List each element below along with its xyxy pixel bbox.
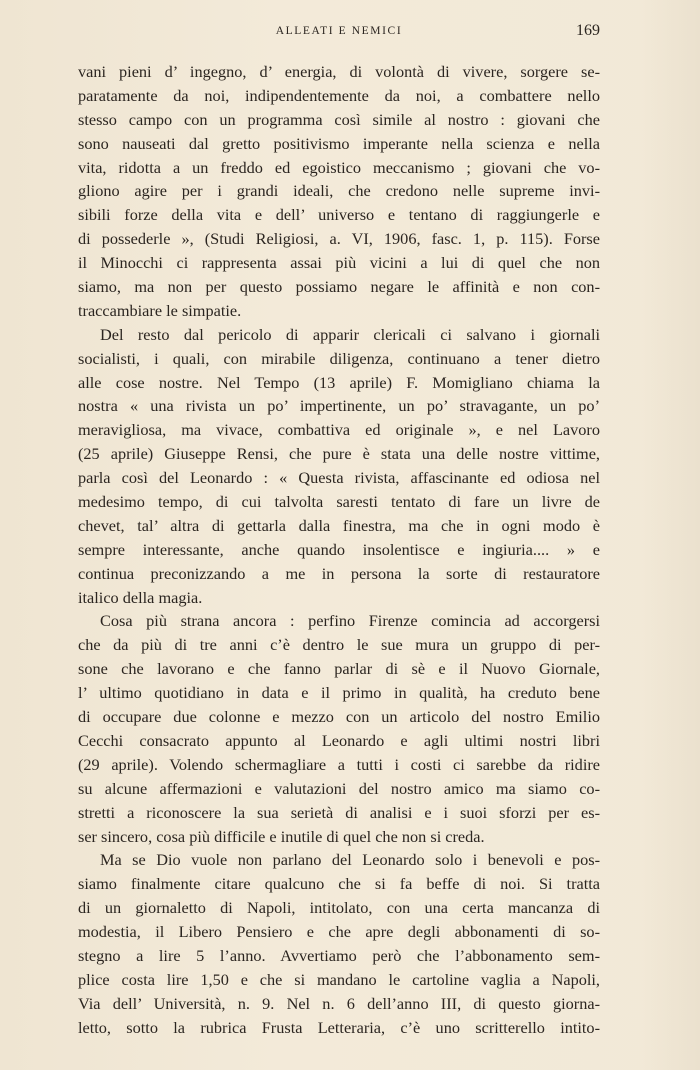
paragraph-first-line: Del resto dal pericolo di apparir clericali ci salvano i giornali xyxy=(100,324,600,344)
paragraph-first-line: Ma se Dio vuole non parlano del Leonardo solo i benevoli e pos- xyxy=(100,850,600,870)
text-line: sibili forze della vita e dell’ universo e tentano di raggiungerle e xyxy=(78,205,600,225)
text-line: paratamente da noi, indipendentemente da noi, a combattere nello xyxy=(78,85,600,105)
page-number: 169 xyxy=(576,22,600,39)
text-line: letto, sotto la rubrica Frusta Letteraria, c’è uno scritterello intito- xyxy=(78,1017,600,1037)
text-line: parla così del Leonardo : « Questa rivista, affascinante ed odiosa nel xyxy=(78,468,600,488)
text-line: plice costa lire 1,50 e che si mandano le cartoline vaglia a Napoli, xyxy=(78,969,600,989)
text-line: che da più di tre anni c’è dentro le sue mura un gruppo di per- xyxy=(78,635,600,655)
text-line: sono nauseati dal gretto positivismo imperante nella scienza e nella xyxy=(78,133,600,153)
page-header xyxy=(78,22,600,42)
text-line: siamo finalmente citare qualcuno che si fa beffe di noi. Si tratta xyxy=(78,874,600,894)
text-line: (29 aprile). Volendo schermagliare a tutti i costi ci sarebbe da ridire xyxy=(78,754,600,774)
text-line: alle cose nostre. Nel Tempo (13 aprile) F. Momigliano chiama la xyxy=(78,372,600,392)
text-line: gliono agire per i grandi ideali, che credono nelle supreme invi- xyxy=(78,181,600,201)
text-line: di occupare due colonne e mezzo con un articolo del nostro Emilio xyxy=(78,707,600,727)
text-line: chevet, tal’ altra di gettarla dalla finestra, ma che in ogni modo è xyxy=(78,515,600,535)
text-line: siamo, ma non per questo possiamo negare le affinità e non con- xyxy=(78,277,600,297)
text-line: di possederle », (Studi Religiosi, a. VI, 1906, fasc. 1, p. 115). Forse xyxy=(78,229,600,249)
text-line: il Minocchi ci rappresenta assai più vicini a lui di quel che non xyxy=(78,253,600,273)
text-line: nostra « una rivista un po’ impertinente, un po’ stravagante, un po’ xyxy=(78,396,600,416)
text-line: vita, ridotta a un freddo ed egoistico meccanismo ; giovani che vo- xyxy=(78,157,600,177)
text-line: socialisti, i quali, con mirabile diligenza, continuano a tener dietro xyxy=(78,348,600,368)
text-line: meravigliosa, ma vivace, combattiva ed originale », e nel Lavoro xyxy=(78,420,600,440)
text-line: modestia, il Libero Pensiero e che apre degli abbonamenti di so- xyxy=(78,922,600,942)
page-gutter-shadow xyxy=(640,0,700,1070)
text-line: sempre interessante, anche quando insolentisce e ingiuria.... » e xyxy=(78,539,600,559)
running-title: ALLEATI E NEMICI xyxy=(275,25,403,37)
text-line: l’ ultimo quotidiano in data e il primo in qualità, ha creduto bene xyxy=(78,683,600,703)
text-line: stesso campo con un programma così simile al nostro : giovani che xyxy=(78,109,600,129)
text-line: (25 aprile) Giuseppe Rensi, che pure è stata una delle nostre vittime, xyxy=(78,444,600,464)
text-line: continua preconizzando a me in persona la sorte di restauratore xyxy=(78,563,600,583)
text-line: stretti a riconoscere la sua serietà di analisi e i suoi sforzi per es- xyxy=(78,802,600,822)
text-line: di un giornaletto di Napoli, intitolato, con una certa mancanza di xyxy=(78,898,600,918)
text-line: su alcune affermazioni e valutazioni del nostro amico ma siamo co- xyxy=(78,778,600,798)
text-line: ser sincero, cosa più difficile e inutile di quel che non si creda. xyxy=(78,826,485,846)
text-line: stegno a lire 5 l’anno. Avvertiamo però che l’abbonamento sem- xyxy=(78,945,600,965)
text-line: Cecchi consacrato appunto al Leonardo e agli ultimi nostri libri xyxy=(78,730,600,750)
text-line: sone che lavorano e che fanno parlar di sè e il Nuovo Giornale, xyxy=(78,659,600,679)
paragraph-first-line: Cosa più strana ancora : perfino Firenze comincia ad accorgersi xyxy=(100,611,600,631)
body-text xyxy=(78,60,600,1040)
text-line: vani pieni d’ ingegno, d’ energia, di volontà di vivere, sorgere se- xyxy=(78,62,600,81)
text-line: Via dell’ Università, n. 9. Nel n. 6 dell’anno III, di questo giorna- xyxy=(78,993,600,1013)
text-line: traccambiare le simpatie. xyxy=(78,300,242,320)
text-line: medesimo tempo, di cui talvolta saresti tentato di fare un livre de xyxy=(78,492,600,512)
text-line: italico della magia. xyxy=(78,587,203,607)
